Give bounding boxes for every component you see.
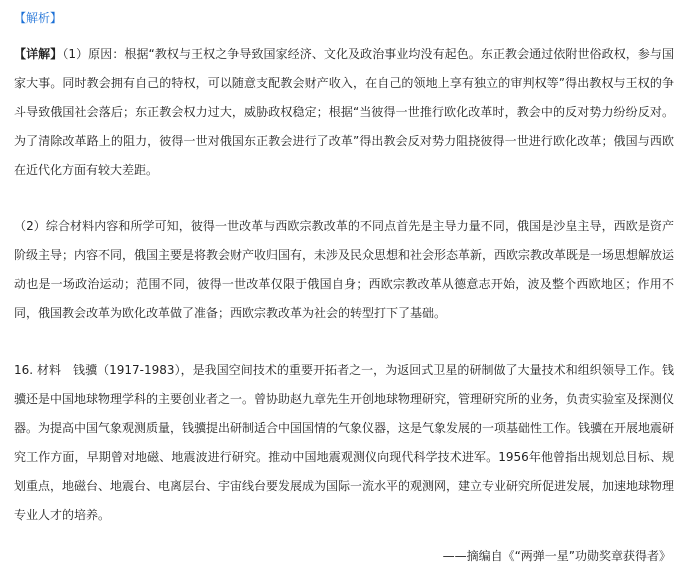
- question-16-material: 16. 材料 钱骥（1917-1983），是我国空间技术的重要开拓者之一，为返回式卫星的研制做了大量技术和组织领导工作。钱骥还是中国地球物理学科的主要创业者之一。曾协助赵九章先生开创地球物理研究，管理研究所的业务，负责实验室及探测仪器。为提高中国气象观测质量，钱骥提出研制适合中国国情的气象仪器，这是气象发展的一项基础性工作。钱骥在开展地震研究工作方面，早期曾对地磁、地震波进行研究。推动中国地震观测仪向现代科学技术进军。1956年他曾指出规划总目标、规划重点，地磁台、地震台、电离层台、宇宙线台要发展成为国际一流水平的观测网，建立专业研究所促进发展，加速地球物理专业人才的培养。: [14, 363, 675, 522]
- detail-paragraph-2: （2）综合材料内容和所学可知，彼得一世改革与西欧宗教改革的不同点首先是主导力量不同，俄国是沙皇主导，西欧是资产阶级主导；内容不同，俄国主要是将教会财产收归国有，未涉及民众思想和社会形态革新，西欧宗教改革既是一场思想解放运动也是一场政治运动；范围不同，彼得一世改革仅限于俄国自身；西欧宗教改革从德意志开始，波及整个西欧地区；作用不同，俄国教会改革为欧化改革做了准备；西欧宗教改革为社会的转型打下了基础。: [14, 219, 675, 320]
- detail-part1-text: （1）原因：根据“教权与王权之争导致国家经济、文化及政治事业均没有起色。东正教会通过依附世俗政权，参与国家大事。同时教会拥有自己的特权，可以随意支配教会财产收入，在自己的领地上享有独立的审判权等”得出教权与王权的争斗导致俄国社会落后；东正教会权力过大，威胁政权稳定；根据“当彼得一世推行欧化改革时，教会中的反对势力纷纷反对。为了清除改革路上的阻力，彼得一世对俄国东正教会进行了改革”得出教会反对势力阻挠彼得一世进行欧化改革；俄国与西欧在近代化方面有较大差距。: [14, 47, 674, 177]
- analysis-tag: 【解析】: [14, 11, 63, 25]
- detail-paragraph-1: [14, 40, 674, 185]
- material-source: ——摘编自《“两弹一星”功勋奖章获得者》: [442, 549, 671, 563]
- detail-label: 【详解】: [14, 47, 63, 61]
